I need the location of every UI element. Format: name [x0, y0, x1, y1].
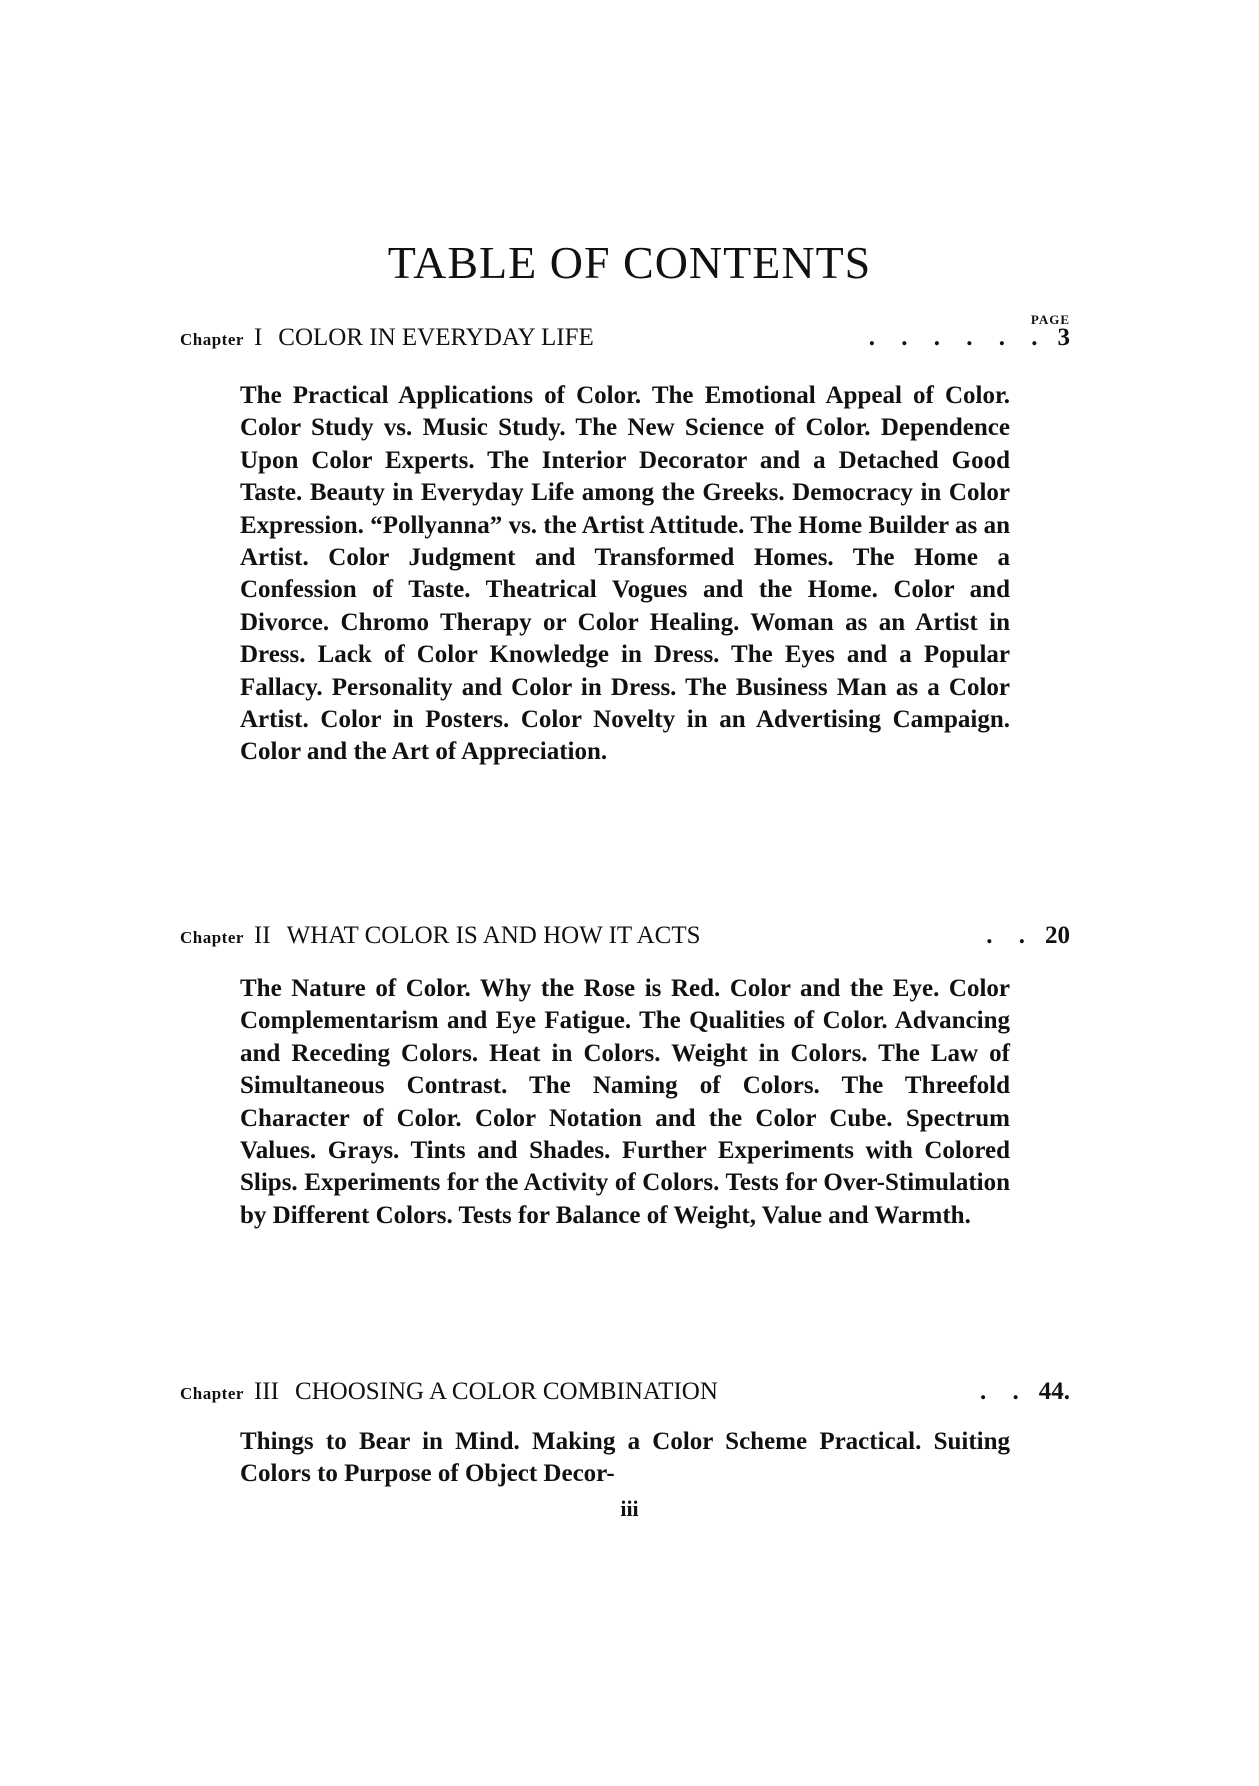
chapter-entry [180, 1378, 1070, 1414]
dot-leader: . . [986, 922, 1035, 949]
chapter-entry [180, 324, 1070, 360]
chapter-summary: The Practical Applications of Color. The Emotional Appeal of Color. Color Study vs. Music Study. The New Science of Color. Dependence Upon Color Experts. The Interior Decorator and a Detached Good Taste. Beauty in Everyday Life among the Greeks. Democracy in Color Expression. “Pollyanna” vs. the Artist Attitude. The Home Builder as an Artist. Color Judgment and Transformed Homes. The Home a Confession of Taste. Theatrical Vogues and the Home. Color and Divorce. Chromo Therapy or Color Healing. Woman as an Artist in Dress. Lack of Color Knowledge in Dress. The Eyes and a Popular Fallacy. Personality and Color in Dress. The Business Man as a Color Artist. Color in Posters. Color Novelty in an Advertising Campaign. Color and the Art of Appreciation. [240, 382, 1010, 766]
chapter-summary: The Nature of Color. Why the Rose is Red. Color and the Eye. Color Complementarism and Eye Fatigue. The Qualities of Color. Advancing and Receding Colors. Heat in Colors. Weight in Colors. The Law of Simultaneous Contrast. The Naming of Colors. The Threefold Character of Color. Color Notation and the Color Cube. Spectrum Values. Grays. Tints and Shades. Further Experiments with Colored Slips. Experiments for the Activity of Colors. Tests for Over-Stimulation by Different Colors. Tests for Balance of Weight, Value and Warmth. [240, 975, 1010, 1229]
chapter-entry [180, 922, 1070, 958]
page-folio: iii [620, 1496, 639, 1521]
chapter-title: COLOR IN EVERYDAY LIFE [278, 324, 594, 351]
page-title: TABLE OF CONTENTS [387, 237, 872, 288]
chapter-number: I [253, 324, 263, 351]
chapter-label: Chapter [180, 330, 244, 349]
chapter-title: CHOOSING A COLOR COMBINATION [294, 1378, 718, 1405]
chapter-label: Chapter [180, 1384, 244, 1403]
chapter-summary: Things to Bear in Mind. Making a Color Scheme Practical. Suiting Colors to Purpose of Object Decor- [240, 1428, 1010, 1488]
dot-leader: . . [980, 1378, 1029, 1405]
dot-leader: . . . . . . [868, 324, 1048, 351]
chapter-label: Chapter [180, 928, 244, 947]
chapter-page-number: 20 [1045, 922, 1070, 949]
chapter-number: II [253, 922, 271, 949]
chapter-number: III [253, 1378, 279, 1405]
page-column-heading: PAGE [1030, 312, 1070, 327]
chapter-page-number: 3 [1057, 324, 1070, 351]
chapter-page-number: 44. [1038, 1378, 1070, 1405]
chapter-title: WHAT COLOR IS AND HOW IT ACTS [286, 922, 701, 949]
